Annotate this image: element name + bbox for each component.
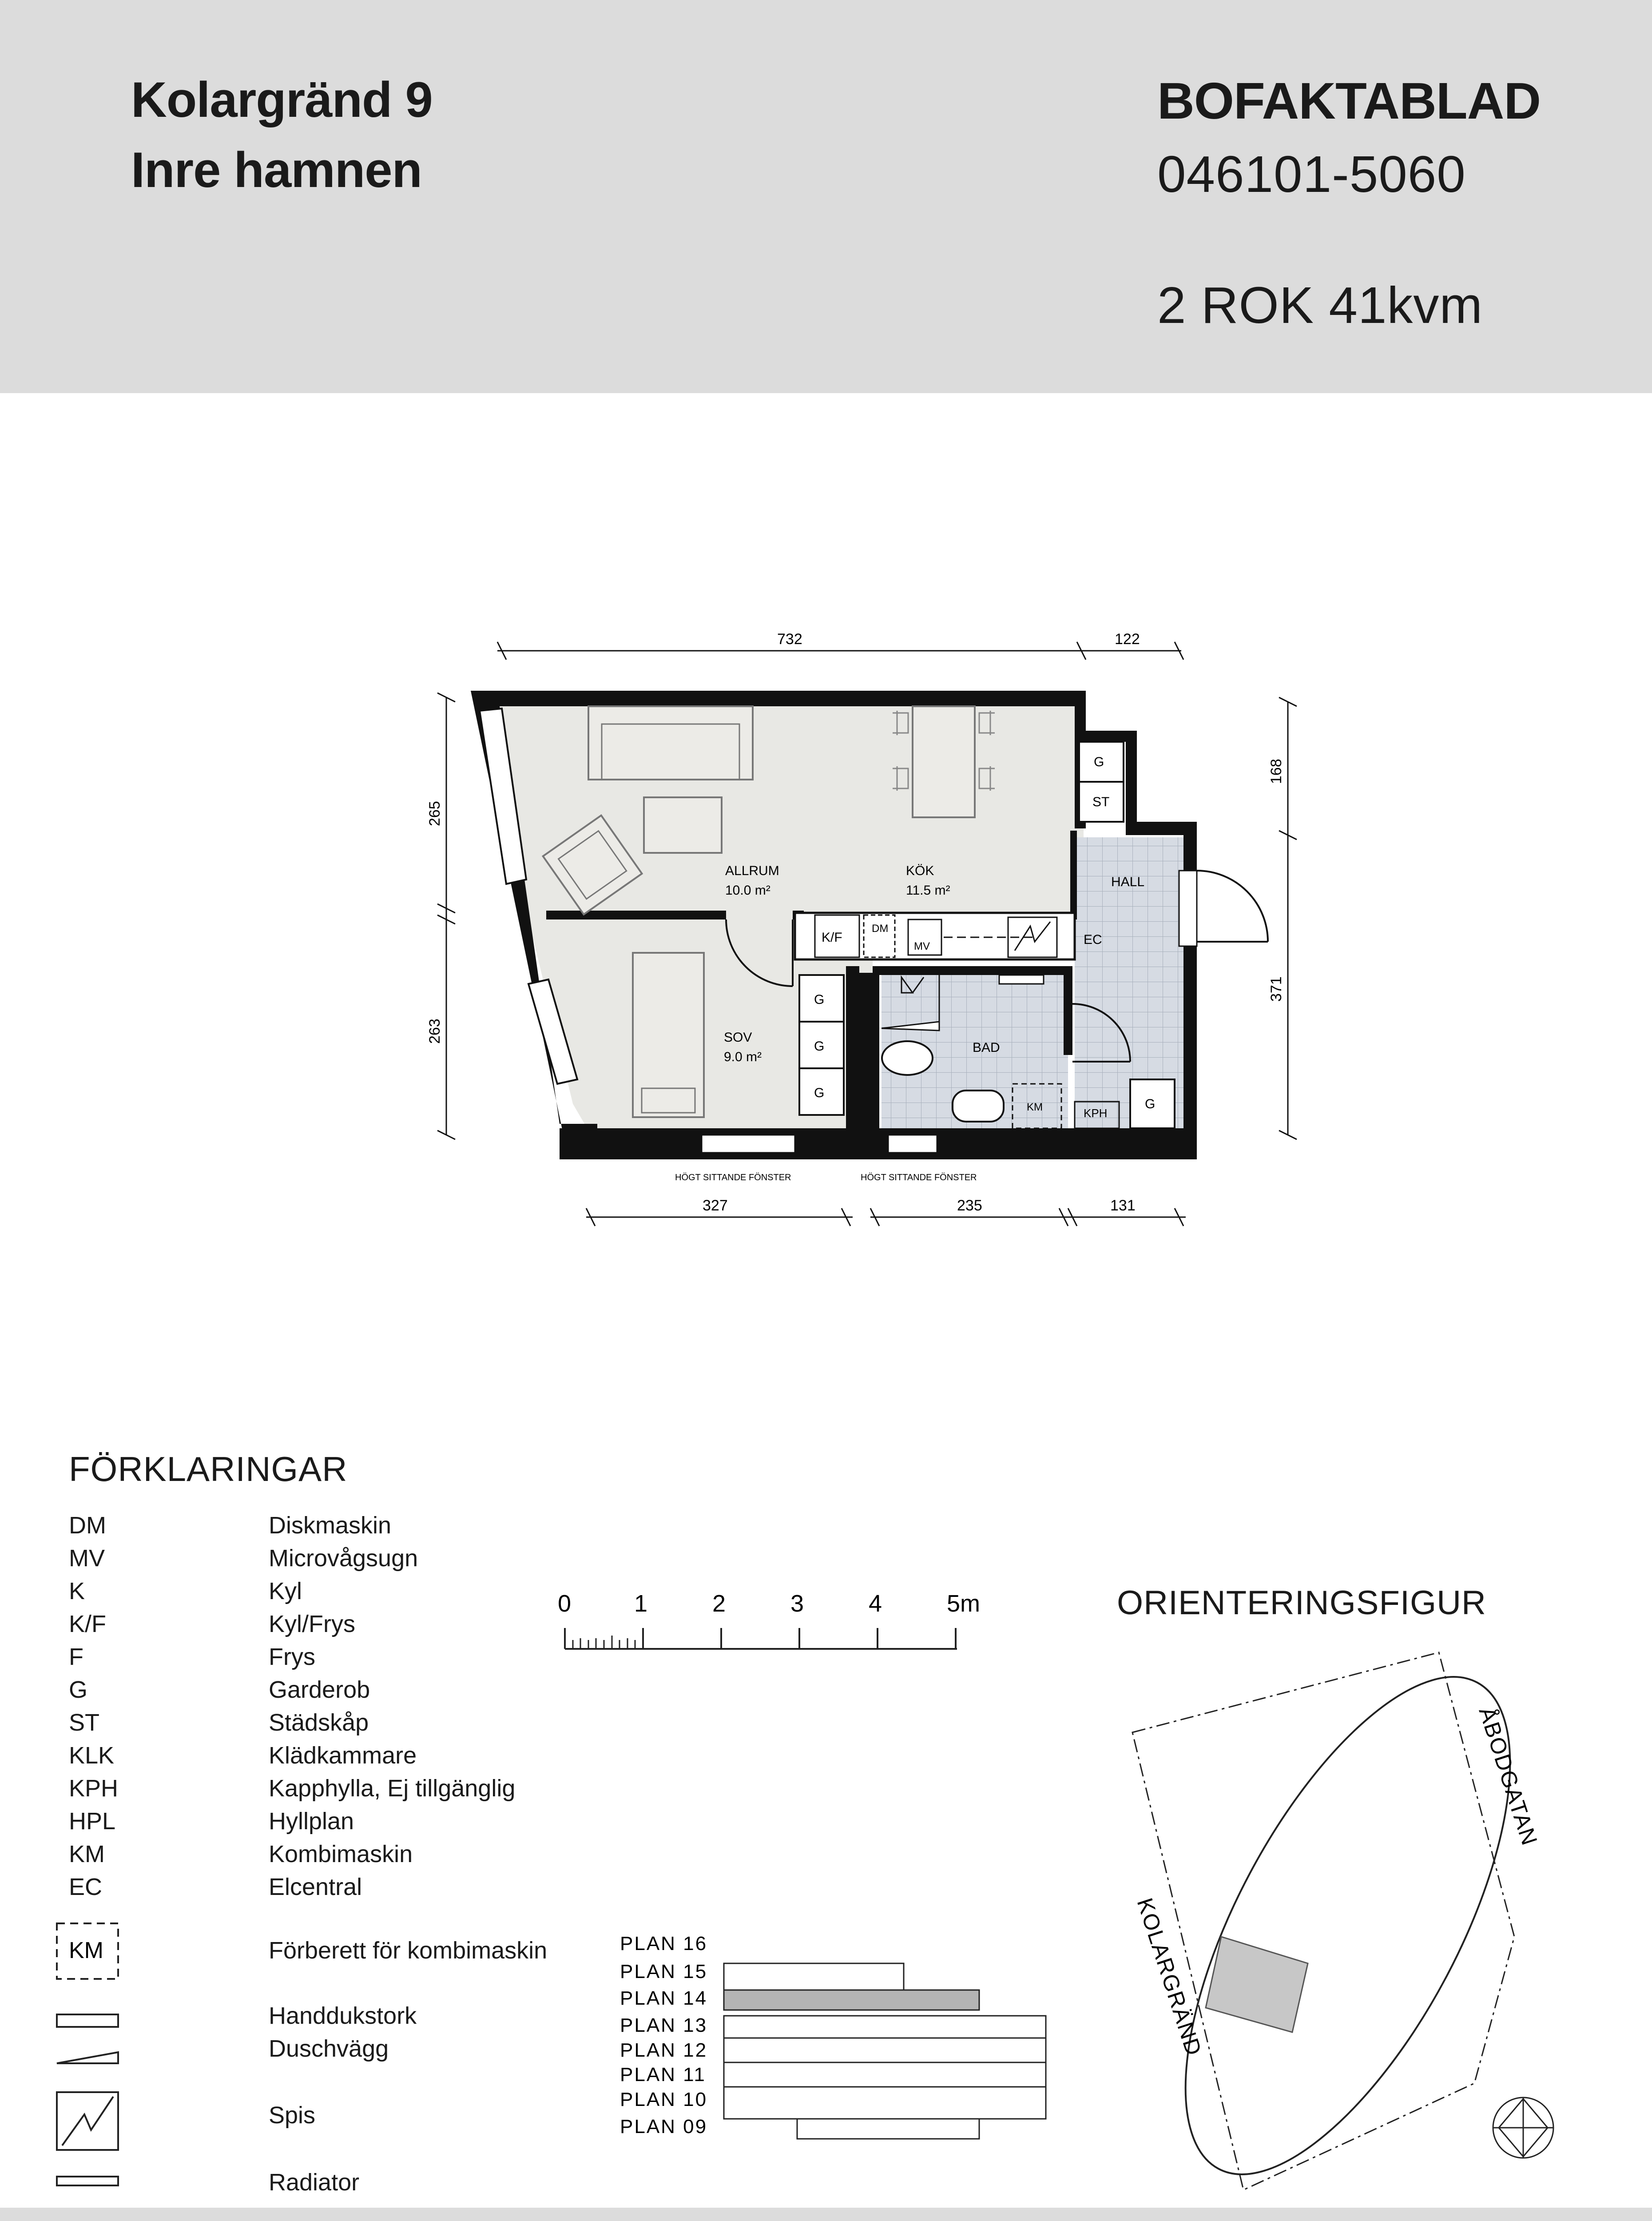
room-label-hall: HALL xyxy=(1111,875,1145,889)
legend-desc: Kyl xyxy=(269,1578,302,1604)
shower-wall-icon xyxy=(57,2052,118,2063)
svg-text:KM: KM xyxy=(69,1938,103,1963)
orientation-map xyxy=(1101,1635,1590,2203)
legend-desc: Microvågsugn xyxy=(269,1545,418,1572)
site-boundary xyxy=(1132,1652,1514,2190)
fixture-label-st: ST xyxy=(1092,795,1110,809)
floor-bar-highlighted xyxy=(724,1990,979,2010)
floor-bar xyxy=(724,2062,1046,2087)
legend-abbr: K xyxy=(69,1578,85,1604)
legend-desc: Kyl/Frys xyxy=(269,1611,355,1637)
fixture-label-g: G xyxy=(814,1086,825,1100)
orientation-title: ORIENTERINGSFIGUR xyxy=(1117,1584,1486,1622)
document-title: BOFAKTABLAD xyxy=(1157,72,1541,130)
floor-label: PLAN 12 xyxy=(620,2039,708,2061)
room-label-allrum: ALLRUM xyxy=(725,864,779,878)
sofa xyxy=(588,706,753,780)
floor-bar xyxy=(724,2038,1046,2062)
footer-band xyxy=(0,2208,1652,2221)
window xyxy=(888,1135,937,1153)
legend-abbr: ST xyxy=(69,1709,100,1736)
legend-abbr: DM xyxy=(69,1512,106,1539)
toilet xyxy=(953,1091,1004,1122)
dimension-label: 732 xyxy=(777,631,802,648)
towel-warmer-icon xyxy=(57,2014,118,2027)
window xyxy=(702,1135,795,1153)
room-area-allrum: 10.0 m² xyxy=(725,883,770,898)
legend-abbr: KM xyxy=(69,1841,105,1867)
floor-label: PLAN 16 xyxy=(620,1933,708,1954)
legend-abbr: KPH xyxy=(69,1775,119,1802)
legend-symbol-desc: Duschvägg xyxy=(269,2035,389,2062)
room-label-bad: BAD xyxy=(973,1040,1000,1055)
room-label-sov: SOV xyxy=(724,1030,752,1045)
fixture-label-kph: KPH xyxy=(1084,1107,1108,1120)
legend-abbr: F xyxy=(69,1644,83,1670)
room-area-sov: 9.0 m² xyxy=(724,1050,762,1064)
legend-desc: Kapphylla, Ej tillgänglig xyxy=(269,1775,516,1802)
floor-bar xyxy=(724,1963,904,1990)
entrance-door-opening xyxy=(1179,871,1197,946)
sink xyxy=(882,1041,933,1075)
legend-symbols xyxy=(0,1910,133,2203)
street-label: ÅBODGATAN xyxy=(1474,1704,1543,1849)
legend-abbr: K/F xyxy=(69,1611,107,1637)
fixture-label-mv: MV xyxy=(914,940,930,952)
legend-title: FÖRKLARINGAR xyxy=(69,1449,348,1489)
scale-tick-label: 1 xyxy=(634,1590,648,1617)
legend-desc: Frys xyxy=(269,1644,315,1670)
floor-bar xyxy=(724,2016,1046,2038)
floor-stack xyxy=(613,1932,1066,2154)
address-line-2: Inre hamnen xyxy=(131,142,422,198)
scale-tick-label: 4 xyxy=(869,1590,882,1617)
floor-label: PLAN 09 xyxy=(620,2116,708,2137)
room-area-kok: 11.5 m² xyxy=(906,883,950,898)
entrance-door-swing xyxy=(1197,871,1268,942)
legend-desc: Städskåp xyxy=(269,1709,369,1736)
dimension-label: 168 xyxy=(1268,759,1285,784)
legend-abbr: EC xyxy=(69,1874,103,1900)
legend-abbr: MV xyxy=(69,1545,105,1572)
scale-tick-label: 0 xyxy=(558,1590,572,1617)
scale-tick-label: 5m xyxy=(947,1590,981,1617)
km-dashed-box-icon xyxy=(57,1923,118,1979)
stove-icon xyxy=(57,2092,118,2150)
apartment-size: 2 ROK 41kvm xyxy=(1157,276,1483,334)
legend-abbr: KLK xyxy=(69,1742,115,1769)
fixture-label-g: G xyxy=(814,1039,825,1054)
dimension-label: 263 xyxy=(426,1019,443,1044)
floor-label: PLAN 15 xyxy=(620,1961,708,1982)
legend-desc: Elcentral xyxy=(269,1874,362,1900)
scale-bar xyxy=(533,1586,1013,1657)
floor-bar xyxy=(797,2119,979,2139)
fixture-label-g: G xyxy=(814,992,825,1007)
window-note: HÖGT SITTANDE FÖNSTER xyxy=(861,1173,977,1182)
legend-symbol-desc: Spis xyxy=(269,2102,316,2129)
scale-tick-label: 2 xyxy=(712,1590,726,1617)
fixture-label-kf: K/F xyxy=(822,930,842,945)
building-marker xyxy=(1206,1937,1308,2032)
legend-abbr: G xyxy=(69,1676,88,1703)
dining-table xyxy=(913,706,975,817)
fixture-label-ec: EC xyxy=(1084,932,1102,947)
legend-desc: Diskmaskin xyxy=(269,1512,392,1539)
fixture-label-g: G xyxy=(1145,1097,1156,1111)
coffee-table xyxy=(644,797,722,853)
floor-label: PLAN 13 xyxy=(620,2014,708,2036)
scale-tick-label: 3 xyxy=(790,1590,804,1617)
street-label: KOLARGRÄND xyxy=(1132,1895,1207,2059)
legend-abbr: HPL xyxy=(69,1808,116,1835)
floor-label: PLAN 11 xyxy=(620,2064,706,2086)
dimension-label: 327 xyxy=(703,1197,728,1214)
bed xyxy=(633,953,704,1117)
legend-desc: Hyllplan xyxy=(269,1808,354,1835)
dimension-label: 131 xyxy=(1110,1197,1136,1214)
fixture-label-g: G xyxy=(1094,755,1104,769)
apartment-number: 046101-5060 xyxy=(1157,145,1466,203)
dimension-label: 371 xyxy=(1268,976,1285,1002)
dimension-label: 265 xyxy=(426,801,443,826)
legend-desc: Klädkammare xyxy=(269,1742,417,1769)
address-line-1: Kolargränd 9 xyxy=(131,72,433,127)
legend-desc: Garderob xyxy=(269,1676,370,1703)
window-note: HÖGT SITTANDE FÖNSTER xyxy=(675,1173,791,1182)
dimension-label: 235 xyxy=(957,1197,982,1214)
radiator-icon xyxy=(57,2177,118,2185)
legend-symbol-desc: Radiator xyxy=(269,2169,360,2196)
floor-label: PLAN 10 xyxy=(620,2089,708,2110)
floor-label: PLAN 14 xyxy=(620,1987,708,2009)
fixture-label-km: KM xyxy=(1027,1101,1043,1113)
compass-north-icon xyxy=(1493,2098,1553,2158)
dimension-label: 122 xyxy=(1115,631,1140,648)
fixture-label-dm: DM xyxy=(872,923,889,935)
floor-bar xyxy=(724,2087,1046,2119)
legend-desc: Kombimaskin xyxy=(269,1841,413,1867)
legend-symbol-desc: Förberett för kombimaskin xyxy=(269,1937,548,1964)
room-label-kok: KÖK xyxy=(906,864,934,878)
towel-warmer xyxy=(999,975,1044,984)
legend-symbol-desc: Handdukstork xyxy=(269,2002,417,2029)
